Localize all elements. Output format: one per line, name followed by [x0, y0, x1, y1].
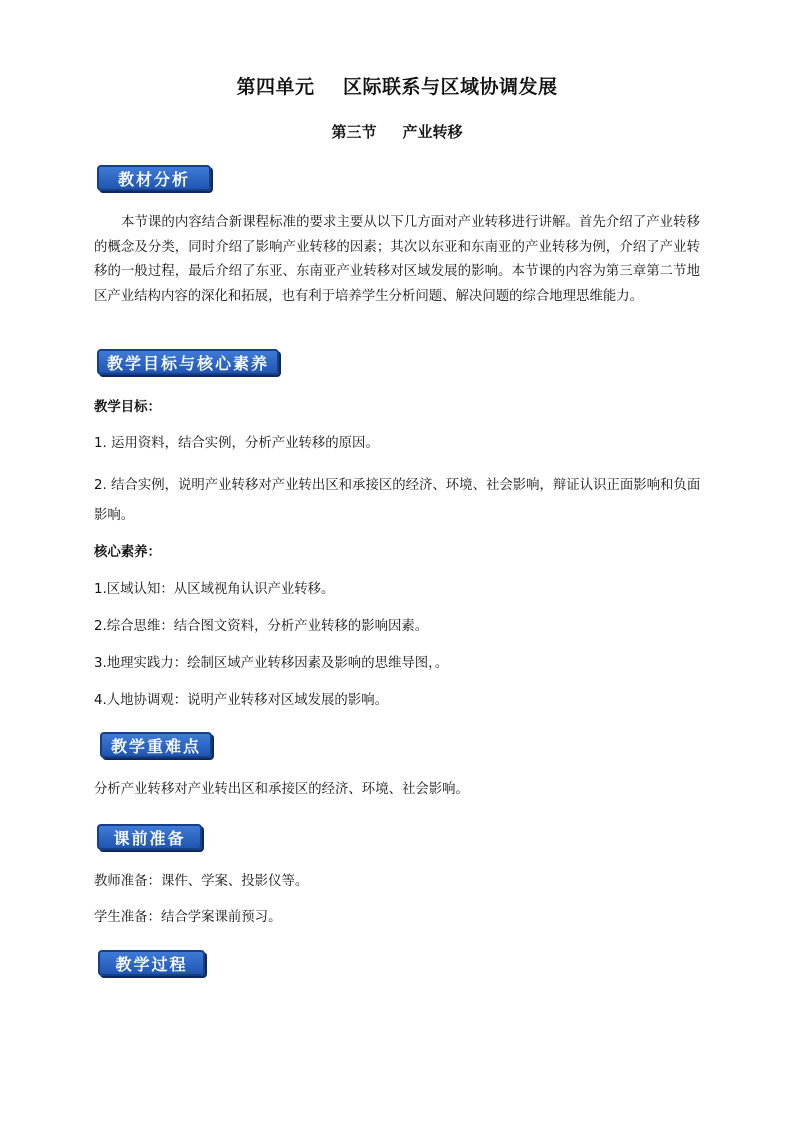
objective-item-2: 2. 结合实例，说明产业转移对产业转出区和承接区的经济、环境、社会影响，辩证认识正面影响和负面影响。	[94, 478, 701, 523]
badge-preparation: 课前准备	[97, 824, 202, 850]
badge-textbook-analysis: 教材分析	[97, 165, 211, 191]
student-preparation: 学生准备：结合学案课前预习。	[94, 910, 282, 925]
literacy-item-3: 3.地理实践力：绘制区域产业转移因素及影响的思维导图，。	[94, 656, 449, 671]
badge-goals-literacy: 教学目标与核心素养	[97, 349, 279, 375]
objective-item-1: 1. 运用资料，结合实例，分析产业转移的原因。	[94, 436, 379, 451]
objectives-heading: 教学目标：	[94, 400, 161, 415]
literacy-item-4: 4.人地协调观：说明产业转移对区域发展的影响。	[94, 693, 388, 708]
document-title: 第四单元 区际联系与区域协调发展	[236, 76, 558, 98]
literacy-item-2: 2.综合思维：结合图文资料，分析产业转移的影响因素。	[94, 619, 429, 634]
literacy-item-1: 1.区域认知：从区域视角认识产业转移。	[94, 582, 335, 597]
analysis-paragraph: 本节课的内容结合新课程标准的要求主要从以下几方面对产业转移进行讲解。首先介绍了产业转移的概念及分类，同时介绍了影响产业转移的因素；其次以东亚和东南亚的产业转移为例，介绍了产业转移的一般过程，最后介绍了东亚、东南亚产业转移对区域发展的影响。本节课的内容为第三章第二节地区产业结构内容的深化和拓展，也有利于培养学生分析问题、解决问题的综合地理思维能力。	[94, 215, 700, 304]
key-points-text: 分析产业转移对产业转出区和承接区的经济、环境、社会影响。	[94, 782, 469, 797]
badge-key-points: 教学重难点	[100, 732, 212, 758]
badge-teaching-process: 教学过程	[98, 950, 205, 976]
literacy-heading: 核心素养：	[94, 545, 161, 560]
teacher-preparation: 教师准备：课件、学案、投影仪等。	[94, 874, 309, 889]
section-subtitle: 第三节 产业转移	[331, 123, 463, 141]
